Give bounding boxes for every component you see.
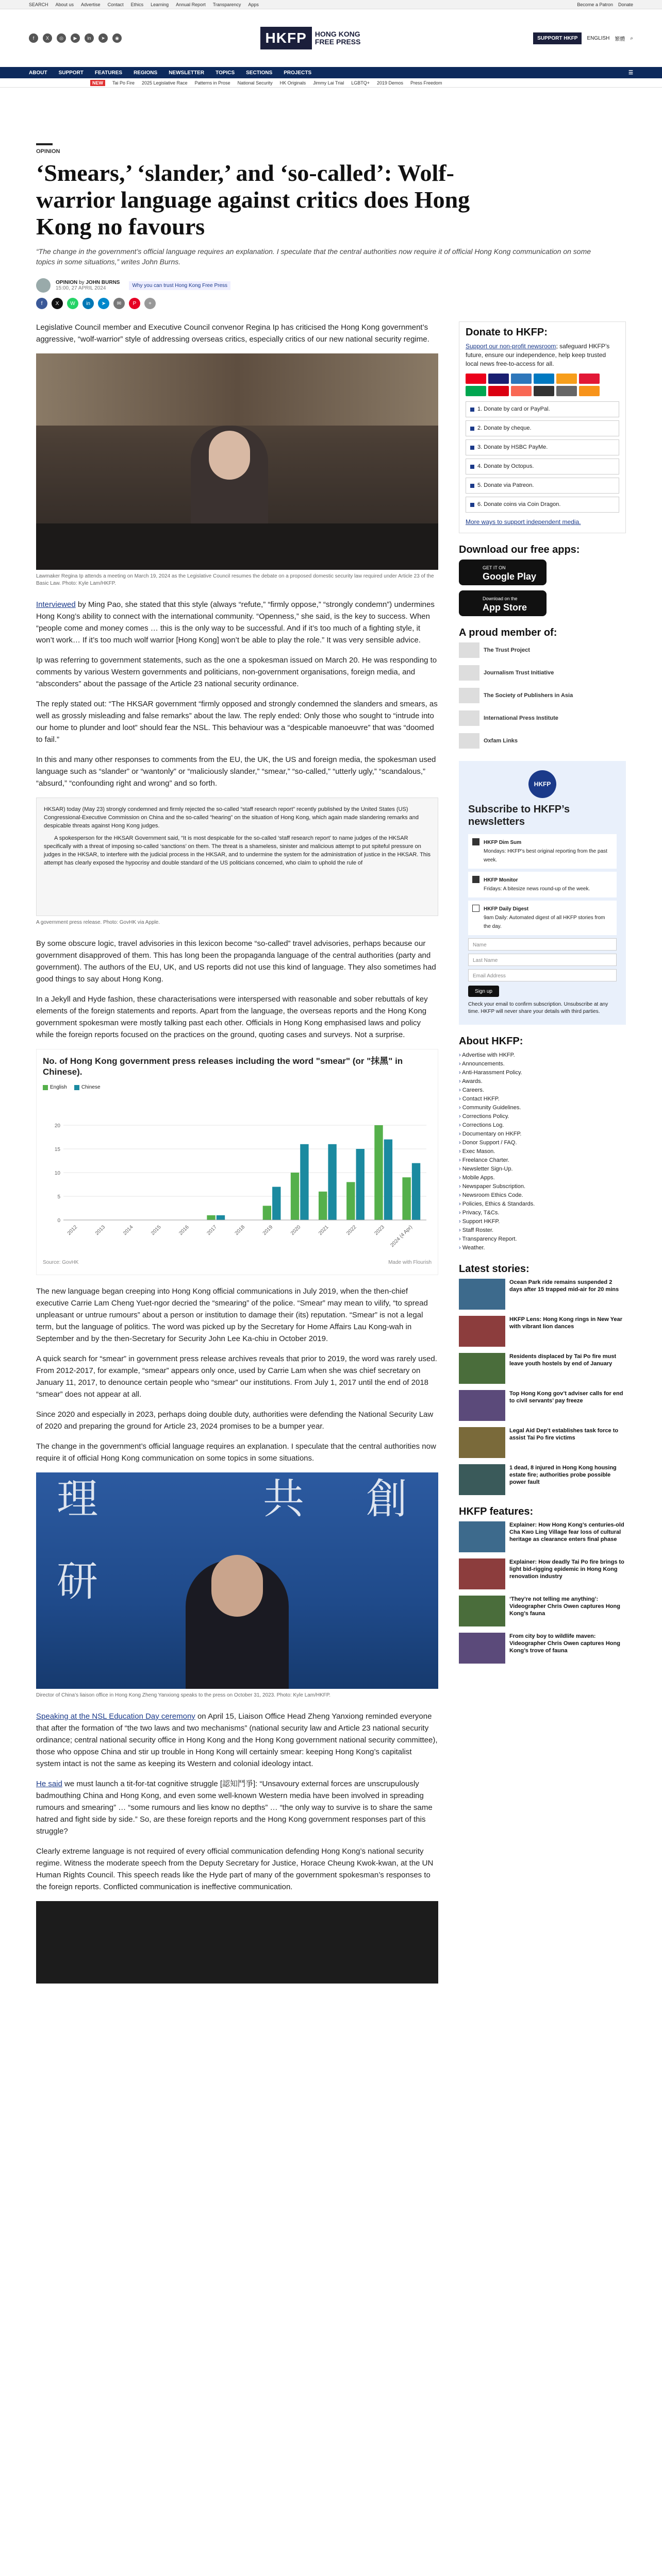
about-item[interactable]: › Newsroom Ethics Code. [459, 1191, 626, 1200]
googlepay-icon [556, 386, 577, 396]
story-headline[interactable]: HKFP Lens: Hong Kong rings in New Year with vibrant lion dances [509, 1316, 623, 1330]
bar-chinese [412, 1163, 420, 1220]
interviewed-link[interactable]: Interviewed [36, 600, 76, 609]
newsletter-desc: Mondays: HKFP’s best original reporting from the past week. [484, 849, 607, 863]
story-headline[interactable]: Ocean Park ride remains suspended 2 days after 15 trapped mid-air for 20 mins [509, 1279, 619, 1293]
lang-english[interactable]: ENGLISH [587, 35, 610, 41]
paragraph: The reply stated out: “The HKSAR government “firmly opposed and strongly condemned the slanders and smears, as well as grossly misleading and false remarks” about the law. The reply ended: Only those who sought to “intrude into our home to plunder and loot” should fear the NSL. This behaviour was a “despicable manoeuvre” that was “doomed to fail.” [36, 700, 438, 744]
about-list [459, 1051, 626, 1252]
share-pinterest-icon[interactable]: P [129, 298, 140, 309]
donate-option-label: 4. Donate by Octopus. [477, 463, 534, 469]
x-tick-label: 2021 [318, 1224, 330, 1236]
about-item[interactable]: › Anti-Harassment Policy. [459, 1069, 626, 1077]
donate-option-label: 3. Donate by HSBC PayMe. [477, 444, 548, 450]
x-tick-label: 2012 [66, 1224, 79, 1236]
member-logo[interactable] [459, 710, 626, 726]
donate-title: Donate to HKFP: [466, 327, 548, 338]
bar-chinese [328, 1144, 336, 1220]
chart-legend [43, 1081, 432, 1093]
legend-chinese-label: Chinese [81, 1084, 101, 1090]
x-tick-label: 2020 [289, 1224, 302, 1236]
donate-text: ; safeguard HKFP’s future, ensure our independence, help keep trusted local news free-to-access for all. [466, 343, 610, 367]
apps-link[interactable]: Apps [248, 2, 259, 7]
paragraph: Clearly extreme language is not required of every official communication defending Hong Kong’s national security regime. Witness the moderate speech from the Deputy Secretary for Justice, Horace Cheung Kwok-kwan, at the UN Human Rights Council. This speech reads like the Hyde part of many of the government spokesman’s responses to the foreign reports. Conflicted communication is ineffective communication. [36, 1847, 434, 1891]
legend-english [43, 1081, 67, 1093]
search-link[interactable]: SEARCH [29, 2, 48, 7]
about-box [459, 1037, 626, 1252]
trending-bar [0, 78, 662, 88]
donate-link[interactable]: Donate [618, 2, 633, 7]
share-facebook-icon[interactable]: f [36, 298, 47, 309]
bar-chinese [300, 1144, 308, 1220]
bar-chinese [217, 1215, 225, 1220]
share-telegram-icon[interactable]: ➤ [98, 298, 109, 309]
newsletter-logo: HKFP [528, 770, 556, 798]
as-small: Download on the [483, 596, 518, 601]
trending-item[interactable]: HK Originals [279, 80, 306, 86]
about-item[interactable]: › Mobile Apps. [459, 1174, 626, 1182]
instagram-icon[interactable]: ◎ [57, 33, 66, 43]
story-headline[interactable]: ‘They’re not telling me anything’: Videographer Chris Owen captures Hong Kong’s fauna [509, 1596, 620, 1617]
backdrop-char: 理 [57, 1475, 98, 1523]
x-tick-label: 2015 [150, 1224, 162, 1236]
chart-svg [43, 1096, 432, 1251]
story-thumbnail[interactable] [459, 1316, 505, 1347]
donate-option-label: 6. Donate coins via Coin Dragon. [477, 501, 561, 507]
x-tick-label: 2016 [178, 1224, 190, 1236]
y-tick-label: 0 [57, 1218, 60, 1224]
donate-box [459, 321, 626, 533]
story-thumbnail[interactable] [459, 1353, 505, 1384]
donate-option[interactable] [466, 459, 619, 474]
y-tick-label: 20 [54, 1123, 60, 1129]
trending-item[interactable]: Press Freedom [410, 80, 442, 86]
nav-newsletter[interactable]: NEWSLETTER [169, 70, 205, 76]
paragraph: In a Jekyll and Hyde fashion, these characterisations were interspersed with reasonable and sober rebuttals of key elements of the foreign statements and reports. Apart from the language, the overseas reports and the Hong Kong government spokesman were mostly talking past each other. Officials in Hong Kong emphasised laws and policy while the foreign reports focused on the practices on the ground, quoting cases and surveys. Not a surprise. [36, 995, 428, 1039]
ethics-link[interactable]: Ethics [130, 2, 144, 7]
about-link[interactable]: About us [55, 2, 74, 7]
logo-line1: HONG KONG [315, 30, 360, 38]
paragraph [36, 1778, 438, 1837]
donate-option[interactable] [466, 478, 619, 494]
about-item[interactable]: › Announcements. [459, 1060, 626, 1069]
paragraph-text: we must launch a tit-for-tat cognitive struggle [認知鬥爭]: “Unsavoury external forces are unscrupulously badmouthing China and Hong Kong, and even some well-known Western media have been involved in spreading rumours and smearing” … “some rumours and lies know no depths” … “the only way to survive is to share the same hatred and fight side by side.” So, are these foreign reports and the Hong Kong government responses part of this struggle? [36, 1780, 433, 1836]
about-item[interactable]: › Transparency Report. [459, 1235, 626, 1244]
share-more-icon[interactable]: + [144, 298, 156, 309]
paragraph: By some obscure logic, travel advisories in this lexicon become “so-called” travel advisories, perhaps because our government disapproved of them. This has long been the propaganda language of the central authorities (party and government). The authors of the EU, UK, and US reports did not use this kind of language. They also sometimes had good things to say about Hong Kong. [36, 939, 436, 984]
apps-title: Download our free apps: [459, 544, 580, 555]
logo-box: HKFP [260, 27, 312, 49]
byline-by: by [79, 280, 85, 285]
newsletter-title: Subscribe to HKFP’s newsletters [468, 804, 570, 827]
latest-title: Latest stories: [459, 1263, 529, 1275]
paragraph: Ip was referring to government statements, such as the one a spokesman issued on March 20. He was responding to comments by various Western governments and politicians, non-government organisations, foreign media, and “absconders” about the passage of the Article 23 national security ordinance. [36, 656, 437, 688]
avatar [36, 278, 51, 293]
x-tick-label: 2024 (4 Apr) [389, 1224, 414, 1249]
nav-sections[interactable]: SECTIONS [246, 70, 273, 76]
contact-link[interactable]: Contact [107, 2, 124, 7]
x-tick-label: 2014 [122, 1224, 135, 1236]
trending-item[interactable]: Jimmy Lai Trial [313, 80, 344, 86]
chart-source: Source: GovHK [43, 1260, 79, 1265]
trending-item[interactable]: 2019 Demos [376, 80, 403, 86]
newsletter-option[interactable] [468, 872, 617, 897]
paragraph-text: by Ming Pao, she stated that this style (always “refute,” “firmly oppose,” “strongly condemn”) undermines Hong Kong’s ability to connect with the international community. “Openness,” she said, is the key to success. When “people come and money comes … this is the only way to be successful. And if it’s too much of a fighting style, it won’t work… If it’s too much wolf warrior [Hong Kong] won’t be able to play the role.” It was very sensible advice. [36, 600, 435, 645]
newsletter-option[interactable] [468, 901, 617, 935]
share-x-icon[interactable]: X [52, 298, 63, 309]
bar-english [263, 1206, 271, 1220]
paragraph: Legislative Council member and Executive Council convenor Regina Ip has criticised the Hong Kong government’s aggressive, “wolf-warrior” style of addressing overseas critics, especially critics of our new national security regime. [36, 323, 429, 344]
about-item[interactable]: › Privacy, T&Cs. [459, 1209, 626, 1217]
story-item[interactable] [459, 1464, 626, 1495]
story-item[interactable] [459, 1521, 626, 1552]
story-item[interactable] [459, 1279, 626, 1310]
byline-author[interactable]: JOHN BURNS [86, 280, 120, 285]
mastercard-icon [466, 374, 486, 384]
trending-item[interactable]: 2025 Legislative Race [142, 80, 188, 86]
youtube-icon[interactable]: ▶ [71, 33, 80, 43]
as-label: App Store [483, 602, 527, 613]
story-thumbnail[interactable] [459, 1464, 505, 1495]
site-logo[interactable] [260, 27, 361, 49]
about-item[interactable]: › Advertise with HKFP. [459, 1051, 626, 1060]
newsletter-confirm: Check your email to confirm subscription. Unsubscribe at any time. HKFP will never share your details with third parties. [468, 1002, 608, 1014]
about-item[interactable]: › Awards. [459, 1077, 626, 1086]
bar-english [374, 1125, 383, 1220]
bar-chinese [272, 1187, 280, 1220]
article-kicker[interactable]: OPINION [36, 148, 60, 155]
member-logo[interactable] [459, 688, 626, 703]
story-item[interactable] [459, 1316, 626, 1347]
about-item[interactable]: › Policies, Ethics & Standards. [459, 1200, 626, 1209]
donate-option[interactable] [466, 420, 619, 436]
about-item[interactable]: › Contact HKFP. [459, 1095, 626, 1104]
x-icon[interactable]: X [43, 33, 52, 43]
annual-report-link[interactable]: Annual Report [176, 2, 206, 7]
chart-title: No. of Hong Kong government press releases including the word "smear" (or "抹黑" in Chinese). [43, 1056, 403, 1077]
signup-button[interactable]: Sign up [468, 986, 499, 997]
y-tick-label: 5 [57, 1194, 60, 1200]
donate-option-label: 5. Donate via Patreon. [477, 482, 534, 488]
member-logo[interactable] [459, 665, 626, 681]
member-logo[interactable] [459, 642, 626, 658]
share-linkedin-icon[interactable]: in [82, 298, 94, 309]
story-item[interactable] [459, 1633, 626, 1664]
about-title: About HKFP: [459, 1036, 523, 1047]
figure-regina-ip [36, 353, 438, 570]
bar-english [402, 1177, 410, 1220]
donate-option-label: 2. Donate by cheque. [477, 425, 532, 431]
bar-chinese [356, 1149, 365, 1220]
paragraph-text: on April 15, Liaison Office Head Zheng Yanxiong reminded everyone that after the formation of “the two laws and two mechanisms” (national security law and Article 23 national security ordinance; central national security office in Hong Kong and the Hong Kong government national security committee), those who oppose China and stir up trouble in Hong Kong will certainly smear: keeping Hong Kong’s capitalist system intact is not the same as keeping its Western and colonial ideology intact. [36, 1712, 438, 1768]
press-release-text-a: HKSAR) today (May 23) strongly condemned and firmly rejected the so-called “staff research report” recently published by the United States (US) Congressional-Executive Commission on China and the so-called “hearing” on the situation of Hong Kong, which again made slandering remarks and despicable threats against Hong Kong judges. [44, 806, 419, 829]
story-headline[interactable]: 1 dead, 8 injured in Hong Kong housing estate fire; authorities probe possible power fault [509, 1465, 617, 1485]
menu-icon[interactable]: ☰ [628, 70, 633, 76]
legend-english-label: English [50, 1084, 67, 1090]
about-item[interactable]: › Weather. [459, 1244, 626, 1252]
applepay-icon [534, 386, 554, 396]
discover-icon [556, 374, 577, 384]
story-headline[interactable]: Legal Aid Dep’t establishes task force to assist Tai Po fire victims [509, 1428, 619, 1441]
story-item[interactable] [459, 1353, 626, 1384]
email-field[interactable]: Email Address [468, 969, 617, 981]
more-ways-link[interactable]: More ways to support independent media. [466, 518, 581, 526]
new-badge: NEW [90, 80, 105, 86]
about-item[interactable]: › Exec Mason. [459, 1147, 626, 1156]
paragraph: In this and many other responses to comments from the EU, the UK, the US and foreign media, the spokesman used language such as “slander” or “wantonly” or “maliciously slander,” “smear,” “so-called,” “utterly ugly,” “scandalous,” “absurd,” “confounding right and wrong” and so forth. [36, 755, 436, 788]
member-title: A proud member of: [459, 627, 557, 638]
bar-chinese [384, 1140, 392, 1220]
member-name: The Society of Publishers in Asia [484, 692, 573, 699]
story-thumbnail[interactable] [459, 1596, 505, 1626]
nav-regions[interactable]: REGIONS [134, 70, 158, 76]
app-store-badge[interactable] [459, 590, 547, 616]
story-item[interactable] [459, 1558, 626, 1589]
patron-link[interactable]: Become a Patron [577, 2, 613, 7]
transparency-link[interactable]: Transparency [212, 2, 241, 7]
story-thumbnail[interactable] [459, 1558, 505, 1589]
telegram-icon[interactable]: ➤ [98, 33, 108, 43]
y-tick-label: 10 [54, 1171, 60, 1176]
donate-option-label: 1. Donate by card or PayPal. [477, 406, 550, 412]
about-item[interactable]: › Corrections Policy. [459, 1112, 626, 1121]
paragraph [36, 599, 438, 646]
newsletter-name: HKFP Daily Digest [484, 906, 529, 912]
paragraph: The new language began creeping into Hong Kong official communications in July 2019, when the then-chief executive Carrie Lam Cheng Yuet-ngor decried the “smearing” of the police. “Smear” may mean to vilify, “to spread unpleasant or untrue rumours” about a person or institution to damage their (its) reputation. “Smear” is not a legal term, but the language of politics. The word was picked up by the Secretary for Home Affairs Lau Kong-wah in September and by the then-Secretary for Security John Lee Ka-chiu in October 2019. [36, 1287, 428, 1343]
search-icon[interactable]: ⌕ [630, 35, 633, 41]
share-whatsapp-icon[interactable]: W [67, 298, 78, 309]
figure-caption: A government press release. Photo: GovHK via Apple. [36, 920, 160, 925]
trending-item[interactable]: Tai Po Fire [112, 80, 135, 86]
learning-link[interactable]: Learning [151, 2, 169, 7]
about-item[interactable]: › Careers. [459, 1086, 626, 1095]
story-headline[interactable]: Explainer: How deadly Tai Po fire brings to light bid-rigging epidemic in Hong Kong renovation industry [509, 1559, 624, 1580]
x-tick-label: 2017 [206, 1224, 218, 1236]
byline-label: OPINION [56, 280, 78, 285]
story-headline[interactable]: From city boy to wildlife maven: Videographer Chris Owen captures Hong Kong’s trove of fauna [509, 1633, 620, 1654]
about-item[interactable]: › Newspaper Subscription. [459, 1182, 626, 1191]
last-name-field[interactable]: Last Name [468, 954, 617, 966]
backdrop-char: 創 [366, 1475, 407, 1523]
figure-press-release [36, 798, 438, 916]
support-button[interactable]: SUPPORT HKFP [533, 32, 582, 44]
nav-topics[interactable]: TOPICS [216, 70, 235, 76]
newsletter-name: HKFP Dim Sum [484, 840, 522, 845]
smear-chart [36, 1049, 438, 1275]
figure-caption: Lawmaker Regina Ip attends a meeting on March 19, 2024 as the Legislative Council resumes the debate on a proposed domestic security law required under Article 23 of the Basic Law. Photo: Kyle Lam/HKFP. [36, 573, 434, 586]
about-item[interactable]: › Freelance Charter. [459, 1156, 626, 1165]
paragraph: A quick search for “smear” in government press release archives reveals that prior to 2019, the word was rarely used. From 2012-2017, for example, “smear” appears only once, used by Carrie Lam when she was chief secretary on January 11, 2017, to denounce certain people who “smear” our institutions. From July 1, 2017 until the end of 2018 “smear” does not appear at all. [36, 1354, 437, 1399]
paragraph [36, 1710, 438, 1770]
y-tick-label: 15 [54, 1147, 60, 1153]
about-item[interactable]: › Documentary on HKFP. [459, 1130, 626, 1139]
nav-features[interactable]: FEATURES [94, 70, 123, 76]
bar-english [319, 1192, 327, 1220]
story-item[interactable] [459, 1390, 626, 1421]
octopus-icon [466, 386, 486, 396]
article-wrap [0, 143, 662, 1987]
x-tick-label: 2019 [261, 1224, 274, 1236]
patreon-icon [511, 386, 532, 396]
about-item[interactable]: › Community Guidelines. [459, 1104, 626, 1112]
logo-line2: FREE PRESS [315, 38, 361, 46]
x-tick-label: 2018 [234, 1224, 246, 1236]
about-item[interactable]: › Corrections Log. [459, 1121, 626, 1130]
press-release-text-b: A spokesperson for the HKSAR Government said, “It is most despicable for the so-called ‘staff research report’ to name judges of the HKSAR specifically with a threat of imposing so-called ‘sanctions’ on them. The threat is a shameless, sinister and malicious attempt to put spiteful pressure on judges in the HKSAR, to interfere with the judicial process in the HKSAR, and to undermine the system for the administration of justice in the HKSAR. This attempt has clearly exposed the hypocrisy and double standard of the US politicians concerned, who claim to uphold the rule of [44, 835, 431, 866]
facebook-icon[interactable]: f [29, 33, 38, 43]
story-item[interactable] [459, 1596, 626, 1626]
donate-option[interactable] [466, 401, 619, 417]
story-headline[interactable]: Explainer: How Hong Kong’s centuries-old Cha Kwo Ling Village fear loss of cultural heritage as clearance enters final phase [509, 1522, 624, 1543]
visa-icon [488, 374, 509, 384]
amex-icon [511, 374, 532, 384]
bar-english [291, 1173, 299, 1220]
social-icons [29, 33, 142, 43]
newsletter-desc: Fridays: A bitesize news round-up of the week. [484, 886, 590, 892]
byline [36, 278, 626, 293]
story-thumbnail[interactable] [459, 1279, 505, 1310]
rss-icon[interactable]: ◉ [112, 33, 122, 43]
content-columns [36, 321, 626, 1987]
member-name: Oxfam Links [484, 737, 518, 744]
nsl-speech-link[interactable]: Speaking at the NSL Education Day ceremony [36, 1712, 195, 1721]
lang-chinese[interactable]: 繁體 [615, 36, 625, 42]
payment-icons [466, 374, 619, 396]
member-name: Journalism Trust Initiative [484, 669, 554, 676]
linkedin-icon[interactable]: in [85, 33, 94, 43]
donate-support-link[interactable]: Support our non-profit newsroom [466, 343, 556, 350]
story-thumbnail[interactable] [459, 1427, 505, 1458]
story-thumbnail[interactable] [459, 1390, 505, 1421]
trending-item[interactable]: Patterns in Prose [194, 80, 230, 86]
newsletter-name: HKFP Monitor [484, 877, 518, 883]
payme-icon [488, 386, 509, 396]
publish-date: 15:00, 27 APRIL 2024 [56, 285, 106, 291]
gp-small: GET IT ON [483, 565, 506, 570]
paragraph: The change in the government’s official language requires an explanation. I speculate that the central authorities now require it of official Hong Kong communication on some topics in some situations. [36, 1442, 436, 1463]
x-tick-label: 2013 [94, 1224, 107, 1236]
newsletter-option[interactable] [468, 834, 617, 869]
story-thumbnail[interactable] [459, 1521, 505, 1552]
article-body [36, 321, 438, 1987]
nav-projects[interactable]: PROJECTS [284, 70, 312, 76]
nav-about[interactable]: ABOUT [29, 70, 47, 76]
bar-english [346, 1182, 355, 1220]
paypal-icon [534, 374, 554, 384]
story-thumbnail[interactable] [459, 1633, 505, 1664]
figure-caption: Director of China’s liaison office in Hong Kong Zheng Yanxiong speaks to the press on October 31, 2023. Photo: Kyle Lam/HKFP. [36, 1692, 331, 1698]
trending-item[interactable]: LGBTQ+ [351, 80, 370, 86]
about-item[interactable]: › Donor Support / FAQ. [459, 1139, 626, 1147]
member-logo[interactable] [459, 733, 626, 749]
features-list [459, 1521, 626, 1664]
x-tick-label: 2022 [345, 1224, 358, 1236]
advertise-link[interactable]: Advertise [81, 2, 101, 7]
features-title: HKFP features: [459, 1506, 534, 1517]
share-bar [36, 298, 626, 309]
main-nav [0, 67, 662, 78]
story-headline[interactable]: Residents displaced by Tai Po fire must leave youth hostels by end of January [509, 1353, 617, 1367]
newsletter-desc: 9am Daily: Automated digest of all HKFP stories from the day. [484, 915, 605, 929]
utility-bar [0, 0, 662, 9]
legend-chinese [74, 1081, 101, 1093]
trending-item[interactable]: National Security [237, 80, 273, 86]
backdrop-char: 共 [263, 1475, 304, 1523]
figure-zheng-yanxiong [36, 1472, 438, 1689]
newsletter-box [459, 761, 626, 1025]
donate-option[interactable] [466, 497, 619, 513]
unionpay-icon [579, 374, 600, 384]
article-standfirst: “The change in the government’s official language requires an explanation. I speculate that the central authorities now require it of official Hong Kong communication on some topics in some situations,” writes John Burns. [36, 247, 591, 266]
nav-support[interactable]: SUPPORT [58, 70, 84, 76]
backdrop-char: 研 [57, 1557, 98, 1605]
google-play-badge[interactable] [459, 560, 547, 585]
story-headline[interactable]: Top Hong Kong gov’t adviser calls for end to civil servants’ pay freeze [509, 1391, 623, 1404]
member-name: The Trust Project [484, 647, 530, 653]
paragraph: Since 2020 and especially in 2023, perhaps doing double duty, authorities were defending the National Security Law of 2020 and preparing the ground for Article 23, 2024 promises to be a bumper year. [36, 1410, 434, 1431]
share-email-icon[interactable]: ✉ [113, 298, 125, 309]
trust-link[interactable]: Why you can trust Hong Kong Free Press [129, 281, 230, 290]
about-item[interactable]: › Staff Roster. [459, 1226, 626, 1235]
sidebar [459, 321, 626, 1987]
site-header [0, 9, 662, 67]
he-said-link[interactable]: He said [36, 1780, 62, 1788]
latest-list [459, 1279, 626, 1495]
article-title: ‘Smears,’ ‘slander,’ and ‘so-called’: Wolf-warrior language against critics does Hong Kong no favours [36, 160, 470, 240]
kicker-rule [36, 143, 53, 145]
about-item[interactable]: › Newsletter Sign-Up. [459, 1165, 626, 1174]
x-tick-label: 2023 [373, 1224, 386, 1236]
member-name: International Press Institute [484, 715, 558, 721]
name-field[interactable]: Name [468, 938, 617, 951]
story-item[interactable] [459, 1427, 626, 1458]
figure-bottom [36, 1901, 438, 1984]
chart-credit[interactable]: Made with Flourish [388, 1260, 432, 1265]
bar-english [207, 1215, 215, 1220]
donate-option[interactable] [466, 439, 619, 455]
bitcoin-icon [579, 386, 600, 396]
about-item[interactable]: › Support HKFP. [459, 1217, 626, 1226]
gp-label: Google Play [483, 571, 537, 582]
